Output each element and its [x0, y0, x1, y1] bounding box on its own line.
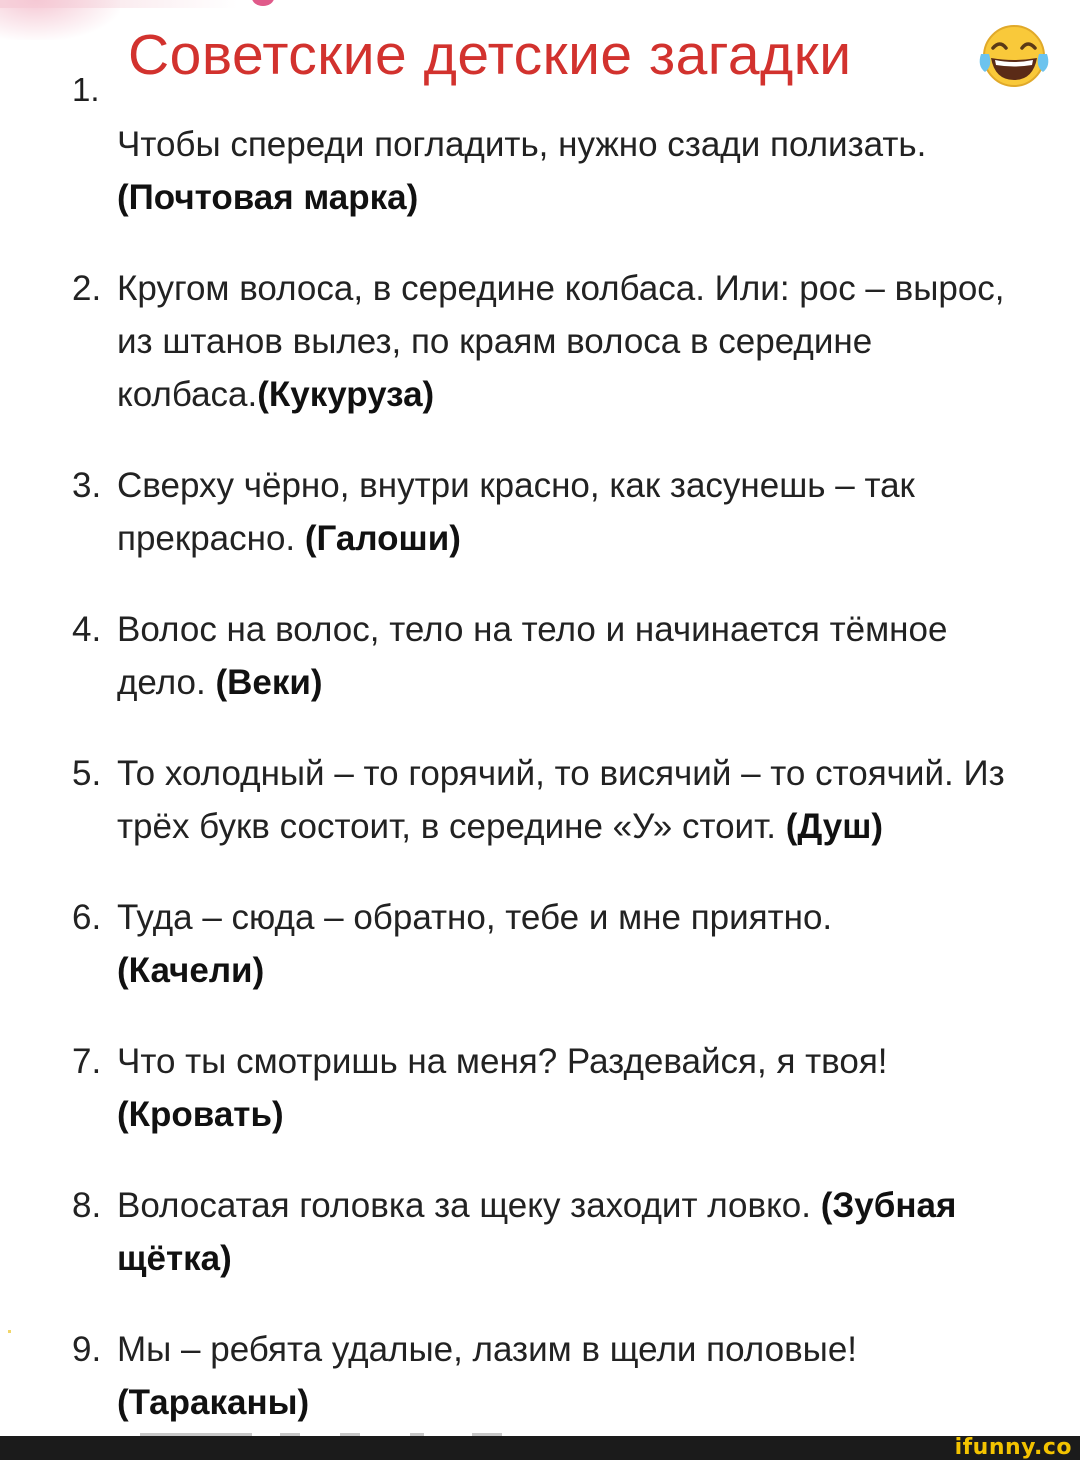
riddle-text: Мы – ребята удалые, лазим в щели половые!: [117, 1330, 858, 1369]
riddle-number: 3.: [72, 466, 102, 505]
riddle-answer: (Кукуруза): [257, 375, 435, 414]
riddle-item-7: [0, 1035, 1080, 1141]
top-avatar-remnant: [0, 0, 120, 40]
riddle-answer: (Почтовая марка): [117, 178, 419, 217]
riddle-answer: (Душ): [785, 807, 884, 846]
riddle-number: 7.: [72, 1042, 102, 1081]
riddle-text: То холодный – то горячий, то висячий – то стоячий. Из трёх букв состоит, в середине «У» стоит.: [117, 754, 1005, 846]
riddle-item-4: [0, 603, 1080, 709]
riddle-text: Что ты смотришь на меня? Раздевайся, я твоя!: [117, 1042, 888, 1081]
watermark-bar: [0, 1436, 1080, 1460]
riddle-text: Сверху чёрно, внутри красно, как засунешь – так прекрасно.: [117, 466, 915, 558]
riddle-text: Туда – сюда – обратно, тебе и мне приятно.: [117, 898, 833, 937]
face-with-tears-of-joy-icon: [975, 20, 1053, 90]
riddle-item-9: [0, 1323, 1080, 1429]
riddle-item-3: [0, 459, 1080, 565]
riddle-item-8: [0, 1179, 1080, 1285]
riddle-number: 8.: [72, 1186, 102, 1225]
riddle-list: [0, 118, 1080, 1460]
riddle-item-2: [0, 262, 1080, 421]
riddle-number: 2.: [72, 269, 102, 308]
riddle-text: Чтобы спереди погладить, нужно сзади полизать.: [117, 125, 927, 164]
riddle-answer: (Галоши): [304, 519, 461, 558]
riddle-answer: (Зубная щётка): [117, 1186, 957, 1278]
top-app-bar-remnant: [0, 0, 1080, 8]
edge-artifact: [8, 1330, 11, 1333]
riddle-item-6: [0, 891, 1080, 997]
riddle-item-5: [0, 747, 1080, 853]
ifunny-watermark: ifunny.co: [954, 1435, 1072, 1460]
riddle-item-1: [0, 118, 1080, 224]
riddle-number: 9.: [72, 1330, 102, 1369]
riddle-number: 4.: [72, 610, 102, 649]
riddle-answer: (Качели): [117, 951, 265, 990]
riddle-text: Волосатая головка за щеку заходит ловко.: [117, 1186, 821, 1225]
riddle-number-1: 1.: [72, 71, 100, 108]
riddle-text: Волос на волос, тело на тело и начинается тёмное дело.: [117, 610, 948, 702]
riddle-text: Кругом волоса, в середине колбаса. Или: рос – вырос, из штанов вылез, по краям волоса в середине колбаса.: [117, 269, 1005, 414]
riddle-answer: (Кровать): [117, 1095, 284, 1134]
page-title: Советские детские загадки: [128, 23, 852, 87]
riddle-answer: (Веки): [215, 663, 323, 702]
riddle-answer: (Тараканы): [117, 1383, 310, 1422]
riddle-number: 6.: [72, 898, 102, 937]
riddle-number: 5.: [72, 754, 102, 793]
